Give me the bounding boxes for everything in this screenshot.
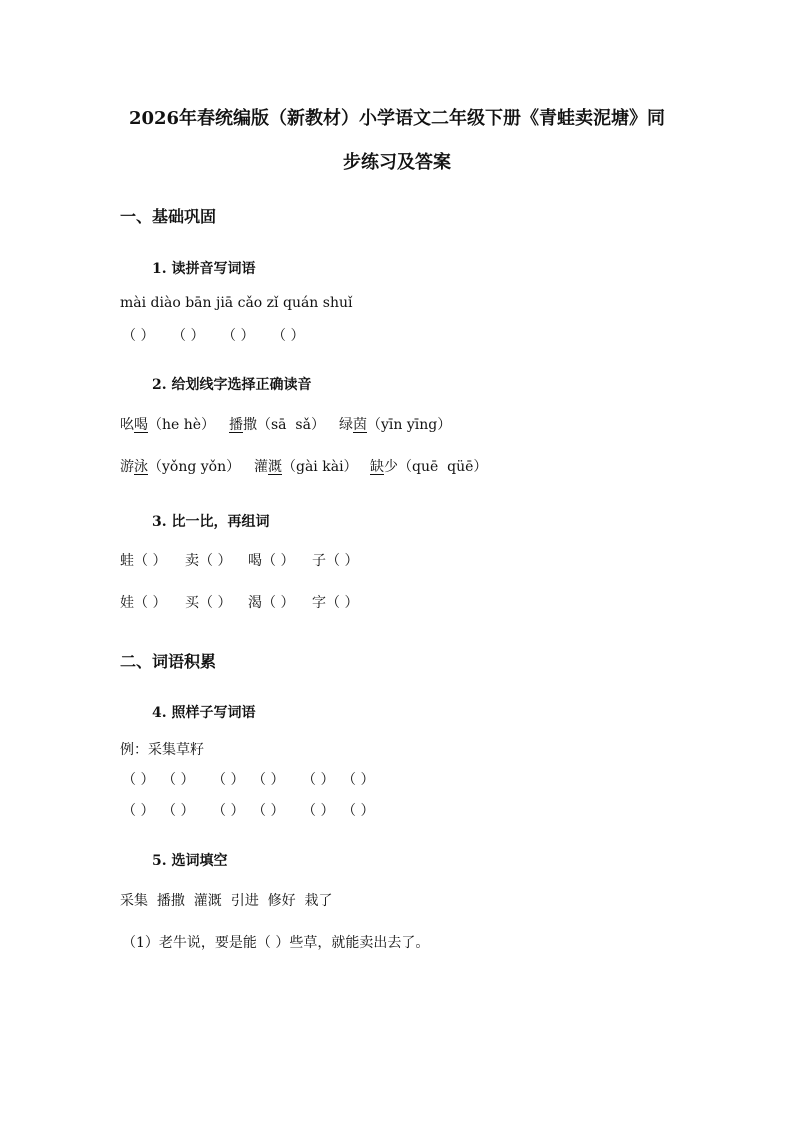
q4-blank[interactable]: （ ） — [302, 772, 335, 788]
q1-blank[interactable]: （ ） — [122, 328, 155, 344]
q3-item: 字（ ） — [312, 595, 359, 611]
q2-item: 灌溉（gài kài） — [254, 459, 358, 475]
q4-blank[interactable]: （ ） — [212, 803, 245, 819]
q4-blank[interactable]: （ ） — [162, 803, 195, 819]
q2-item: 播撒（sā sǎ） — [229, 417, 325, 433]
q1-blank[interactable]: （ ） — [272, 328, 305, 344]
title-line-1: 2026年春统编版（新教材）小学语文二年级下册《青蛙卖泥塘》同 — [128, 108, 666, 129]
q5-heading: 5. 选词填空 — [152, 853, 228, 869]
q4-blank[interactable]: （ ） — [302, 803, 335, 819]
q3-item: 蛙（ ） — [120, 553, 167, 569]
q4-example: 例：采集草籽 — [120, 742, 204, 758]
q2-item: 吆喝（he hè） — [120, 417, 216, 433]
q2-item: 绿茵（yīn yīng） — [339, 417, 452, 433]
q4-blank[interactable]: （ ） — [212, 772, 245, 788]
q1-pinyin: mài diào bān jiā cǎo zǐ quán shuǐ — [120, 295, 353, 311]
q5-word-bank: 采集 播撒 灌溉 引进 修好 栽了 — [120, 893, 333, 909]
q4-blank[interactable]: （ ） — [342, 803, 375, 819]
q3-item: 娃（ ） — [120, 595, 167, 611]
q3-item: 喝（ ） — [248, 553, 295, 569]
q4-blank[interactable]: （ ） — [252, 803, 285, 819]
q5-sentence-1: （1）老牛说，要是能（ ）些草，就能卖出去了。 — [122, 935, 430, 951]
q3-item: 子（ ） — [312, 553, 359, 569]
title-line-2: 步练习及答案 — [343, 152, 451, 173]
q3-heading: 3. 比一比，再组词 — [152, 514, 270, 530]
q1-heading: 1. 读拼音写词语 — [152, 261, 256, 277]
q4-blank[interactable]: （ ） — [122, 772, 155, 788]
q2-heading: 2. 给划线字选择正确读音 — [152, 377, 312, 393]
q3-item: 卖（ ） — [185, 553, 232, 569]
q4-blank[interactable]: （ ） — [162, 772, 195, 788]
q4-blank[interactable]: （ ） — [252, 772, 285, 788]
q3-item: 渴（ ） — [248, 595, 295, 611]
q4-heading: 4. 照样子写词语 — [152, 705, 256, 721]
section-heading-vocabulary: 二、词语积累 — [120, 652, 217, 671]
q2-item: 游泳（yǒng yǒn） — [120, 459, 241, 475]
q4-blank[interactable]: （ ） — [342, 772, 375, 788]
q1-blank[interactable]: （ ） — [222, 328, 255, 344]
q3-item: 买（ ） — [185, 595, 232, 611]
section-heading-basics: 一、基础巩固 — [120, 207, 217, 226]
q4-blank[interactable]: （ ） — [122, 803, 155, 819]
q2-item: 缺少（quē qüē） — [370, 459, 488, 475]
q1-blank[interactable]: （ ） — [172, 328, 205, 344]
